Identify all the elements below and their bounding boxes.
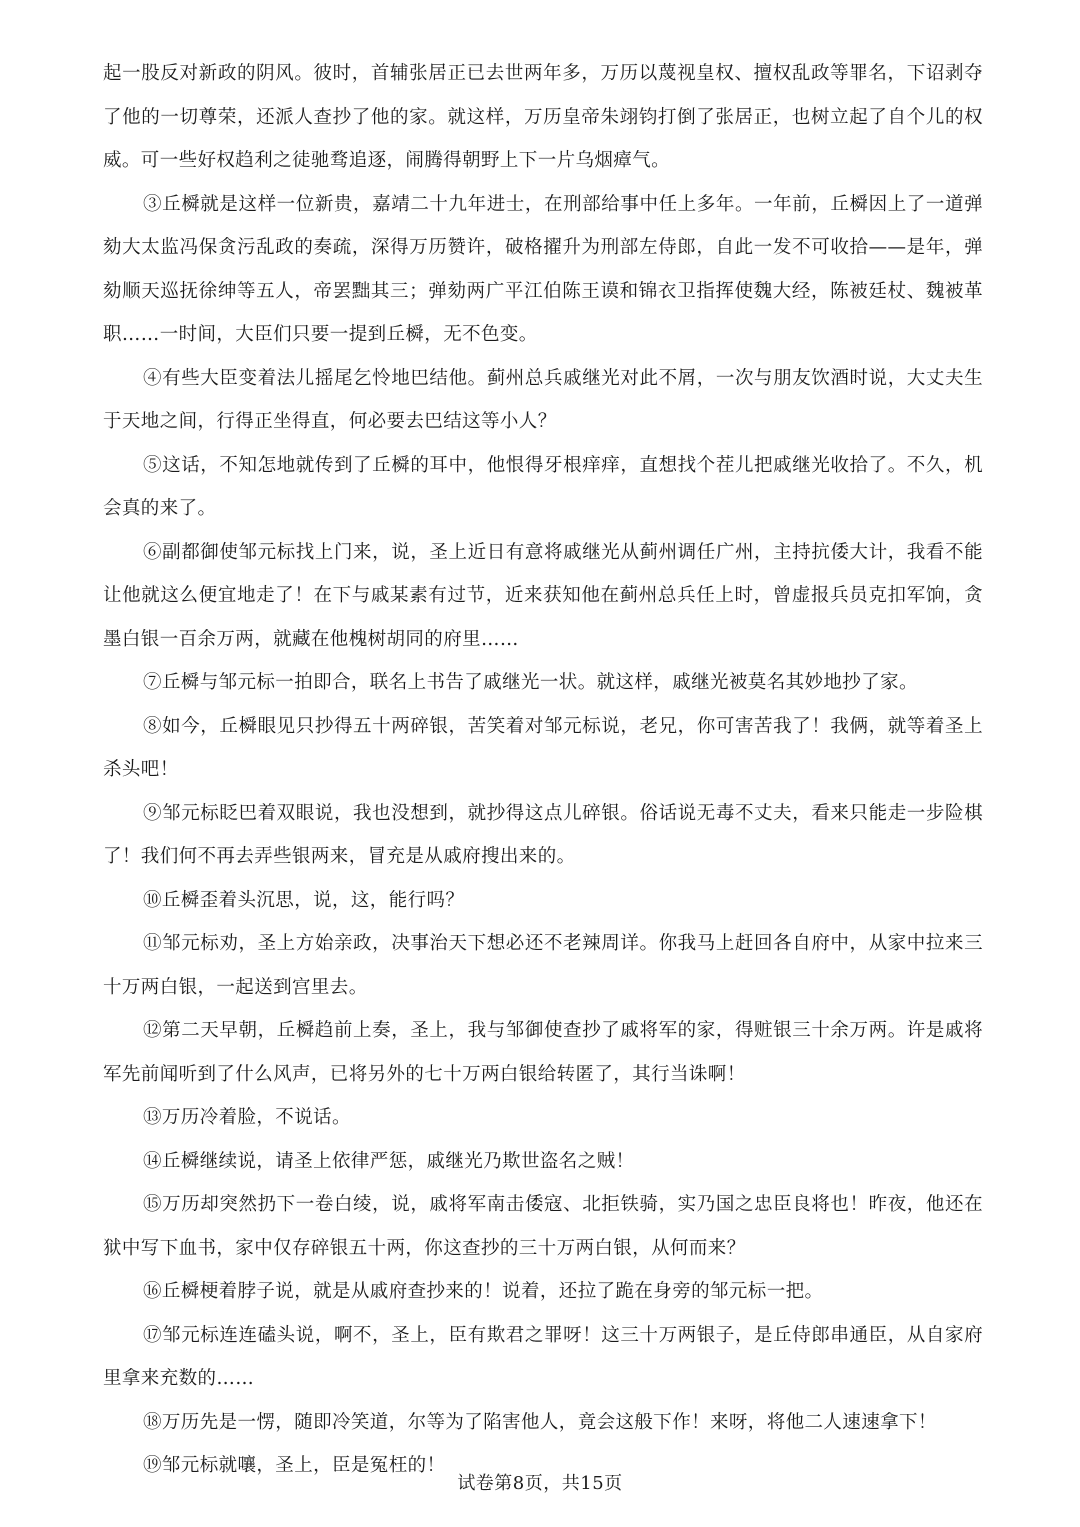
paragraph-18: ⑱万历先是一愣，随即冷笑道，尔等为了陷害他人，竟会这般下作！来呀，将他二人速速拿下！ [143,1411,937,1433]
paragraph-7: ⑦丘橓与邹元标一拍即合，联名上书告了戚继光一状。就这样，戚继光被莫名其妙地抄了家。 [143,672,918,693]
paragraph-5: ⑤这话，不知怎地就传到了丘橓的耳中，他恨得牙根痒痒，直想找个茬儿把戚继光收拾了。不久，机会真的来了。 [103,454,983,519]
paragraph-6: ⑥副都御使邹元标找上门来，说，圣上近日有意将戚继光从蓟州调任广州，主持抗倭大计，我看不能让他就这么便宜地走了！在下与戚某素有过节，近来获知他在蓟州总兵任上时，曾虚报兵员克扣军饷，贪墨白银一百余万两，就藏在他槐树胡同的府里…… [103,541,983,650]
paragraph-12: ⑫第二天早朝，丘橓趋前上奏，圣上，我与邹御使查抄了戚将军的家，得赃银三十余万两。许是戚将军先前闻听到了什么风声，已将另外的七十万两白银给转匿了，其行当诛啊！ [103,1020,983,1085]
paragraph-15: ⑮万历却突然扔下一卷白绫，说，戚将军南击倭寇、北拒铁骑，实乃国之忠臣良将也！昨夜，他还在狱中写下血书，家中仅存碎银五十两，你这查抄的三十万两白银，从何而来？ [103,1194,983,1259]
paragraph-11: ⑪邹元标劝，圣上方始亲政，决事治天下想必还不老辣周详。你我马上赶回各自府中，从家中拉来三十万两白银，一起送到宫里去。 [103,933,983,998]
paragraph-9: ⑨邹元标眨巴着双眼说，我也没想到，就抄得这点儿碎银。俗话说无毒不丈夫，看来只能走一步险棋了！我们何不再去弄些银两来，冒充是从戚府搜出来的。 [103,802,983,867]
paragraph-4: ④有些大臣变着法儿摇尾乞怜地巴结他。蓟州总兵戚继光对此不屑，一次与朋友饮酒时说，大丈夫生于天地之间，行得正坐得直，何必要去巴结这等小人？ [103,367,983,432]
paragraph-19: ⑲邹元标就嚷，圣上，臣是冤枉的！ [143,1455,446,1476]
paragraph-17: ⑰邹元标连连磕头说，啊不，圣上，臣有欺君之罪呀！这三十万两银子，是丘侍郎串通臣，从自家府里拿来充数的…… [103,1324,983,1389]
paragraph-8: ⑧如今，丘橓眼见只抄得五十两碎银，苦笑着对邹元标说，老兄，你可害苦我了！我俩，就等着圣上杀头吧！ [103,715,983,780]
paragraph-3: ③丘橓就是这样一位新贵，嘉靖二十九年进士，在刑部给事中任上多年。一年前，丘橓因上了一道弹劾大太监冯保贪污乱政的奏疏，深得万历赞许，破格擢升为刑部左侍郎，自此一发不可收拾——是年，弹劾顺天巡抚徐绅等五人，帝罢黜其三；弹劾两广平江伯陈王谟和锦衣卫指挥使魏大经，陈被廷杖、魏被革职……一时间，大臣们只要一提到丘橓，无不色变。 [103,193,983,345]
article-body [103,52,983,1488]
paragraph-continuation: 起一股反对新政的阴风。彼时，首辅张居正已去世两年多，万历以蔑视皇权、擅权乱政等罪名，下诏剥夺了他的一切尊荣，还派人查抄了他的家。就这样，万历皇帝朱翊钧打倒了张居正，也树立起了自个儿的权威。可一些好权趋利之徒驰骛追逐，闹腾得朝野上下一片乌烟瘴气。 [103,63,983,171]
paragraph-16: ⑯丘橓梗着脖子说，就是从戚府查抄来的！说着，还拉了跪在身旁的邹元标一把。 [143,1281,824,1302]
paragraph-13: ⑬万历冷着脸，不说话。 [143,1107,351,1128]
paragraph-14: ⑭丘橓继续说，请圣上依律严惩，戚继光乃欺世盗名之贼！ [143,1150,635,1172]
page-footer: 试卷第8页，共15页 [457,1473,623,1494]
paragraph-10: ⑩丘橓歪着头沉思，说，这，能行吗？ [143,889,465,911]
